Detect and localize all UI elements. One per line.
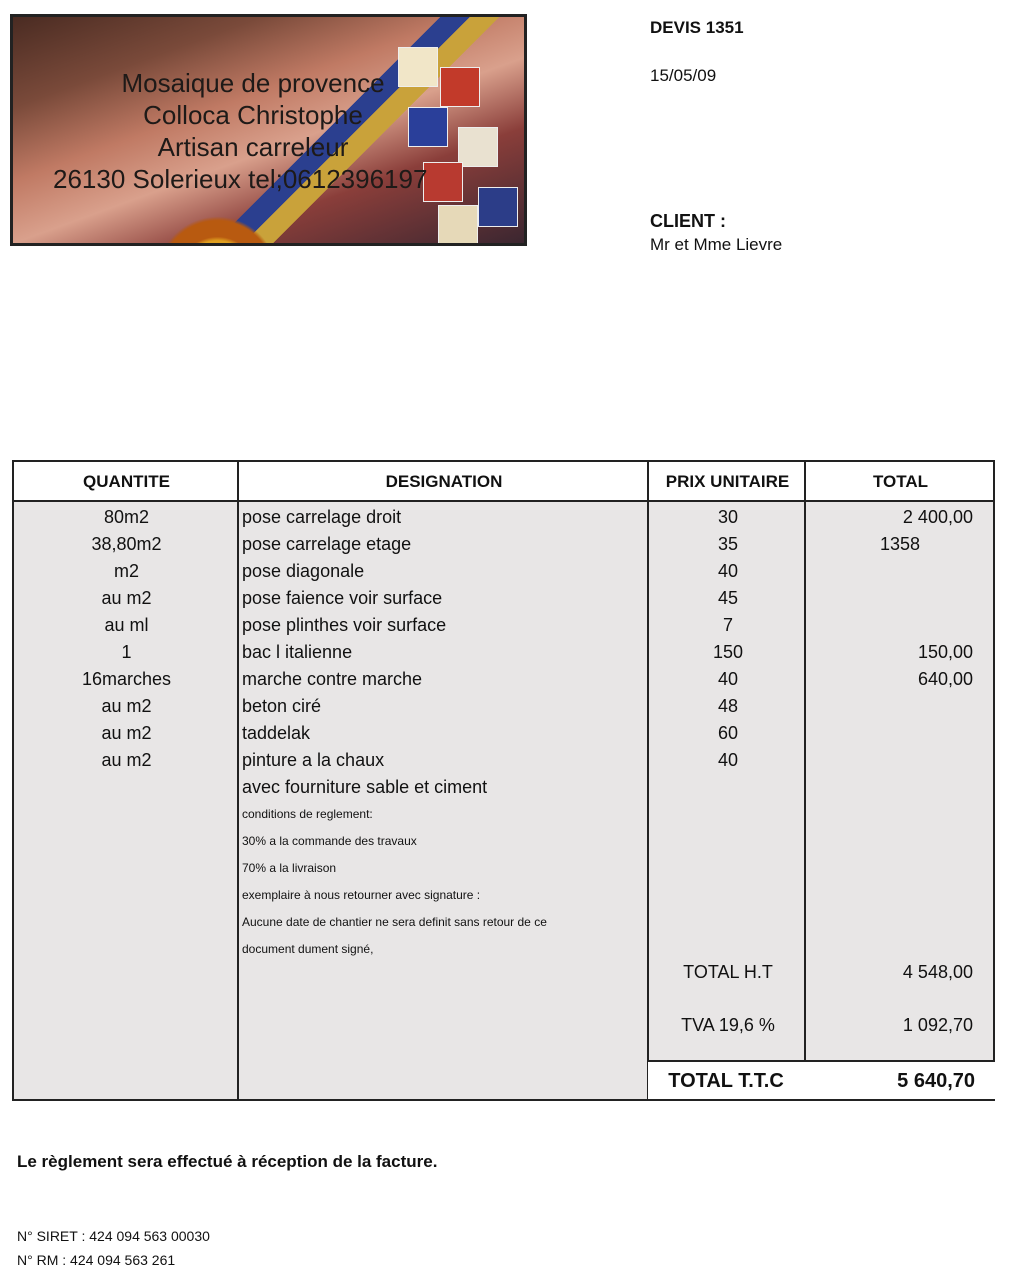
client-label: CLIENT : [650,211,726,231]
row-quantity: m2 [113,561,139,581]
row-designation: pose carrelage etage [242,534,412,554]
total-ttc-row [648,1062,995,1099]
payment-note: Le règlement sera effectué à réception de la facture. [17,1152,438,1171]
row-designation: pose faience voir surface [242,588,443,608]
row-total: 640,00 [917,669,973,689]
total-ttc-value: 5 640,70 [897,1070,975,1092]
row-unit-price: 40 [717,561,739,581]
row-designation: taddelak [242,723,311,743]
row-unit-price: 30 [717,507,739,527]
company-name: Mosaique de provence [121,68,385,98]
row-designation: marche contre marche [242,669,423,689]
total-ttc-label: TOTAL T.T.C [668,1070,784,1092]
row-unit-price: 60 [717,723,739,743]
document-title: DEVIS 1351 [650,18,744,37]
quote-table [12,460,995,1101]
document-date: 15/05/09 [650,66,717,85]
owner-name: Colloca Christophe [143,100,363,130]
row-unit-price: 45 [717,588,739,608]
table-row [14,774,993,801]
company-banner [10,14,527,246]
row-quantity: au m2 [101,723,152,743]
row-quantity: 16marches [81,669,172,689]
table-row [14,639,993,666]
payment-condition-order: 30% a la commande des travaux [242,834,417,848]
company-address-phone: 26130 Solerieux tel;0612396197 [53,164,428,194]
row-quantity: 38,80m2 [91,534,162,554]
company-info [13,67,493,195]
site-date-notice-continued: document dument signé, [242,942,374,956]
row-designation: pose diagonale [242,561,365,581]
payment-condition-delivery: 70% a la livraison [242,861,337,875]
row-unit-price: 40 [717,669,739,689]
site-date-notice: Aucune date de chantier ne sera definit sans retour de ce [242,915,547,929]
total-separator [648,1060,995,1062]
row-quantity: 80m2 [103,507,150,527]
row-designation: bac l italienne [242,642,353,662]
signature-instruction: exemplaire à nous retourner avec signature : [242,888,481,902]
rm-number: N° RM : 424 094 563 261 [17,1252,176,1268]
row-unit-price: 40 [717,750,739,770]
header-prix-unitaire: PRIX UNITAIRE [665,472,790,491]
row-designation: beton ciré [242,696,322,716]
siret-number: N° SIRET : 424 094 563 00030 [17,1228,210,1244]
header-quantite: QUANTITE [83,472,170,491]
tva-value: 1 092,70 [902,1015,973,1035]
row-quantity: 1 [121,642,132,662]
row-designation: pinture a la chaux [242,750,385,770]
total-ht-label: TOTAL H.T [683,962,773,982]
row-designation: pose plinthes voir surface [242,615,447,635]
total-ht-value: 4 548,00 [902,962,973,982]
client-name: Mr et Mme Lievre [650,235,783,254]
row-unit-price: 150 [712,642,744,662]
tva-label: TVA 19,6 % [681,1015,775,1035]
table-row [14,612,993,639]
table-row [14,558,993,585]
table-row [14,666,993,693]
row-total: 150,00 [917,642,973,662]
row-unit-price: 7 [722,615,733,635]
row-quantity: au m2 [101,696,152,716]
row-designation: pose carrelage droit [242,507,402,527]
row-quantity: au ml [104,615,149,635]
row-unit-price: 48 [717,696,739,716]
header-total: TOTAL [872,472,929,491]
header-designation: DESIGNATION [385,472,503,491]
table-row [14,747,993,774]
row-unit-price: 35 [717,534,739,554]
row-total: 1358 [880,534,921,554]
company-trade: Artisan carreleur [157,132,349,162]
row-quantity: au m2 [101,750,152,770]
row-designation: avec fourniture sable et ciment [242,777,488,797]
table-row [14,585,993,612]
table-row [14,531,993,558]
table-row [14,720,993,747]
payment-conditions-label: conditions de reglement: [242,807,373,821]
table-header [14,462,993,502]
table-row [14,693,993,720]
row-quantity: au m2 [101,588,152,608]
row-total: 2 400,00 [902,507,973,527]
table-row [14,504,993,531]
